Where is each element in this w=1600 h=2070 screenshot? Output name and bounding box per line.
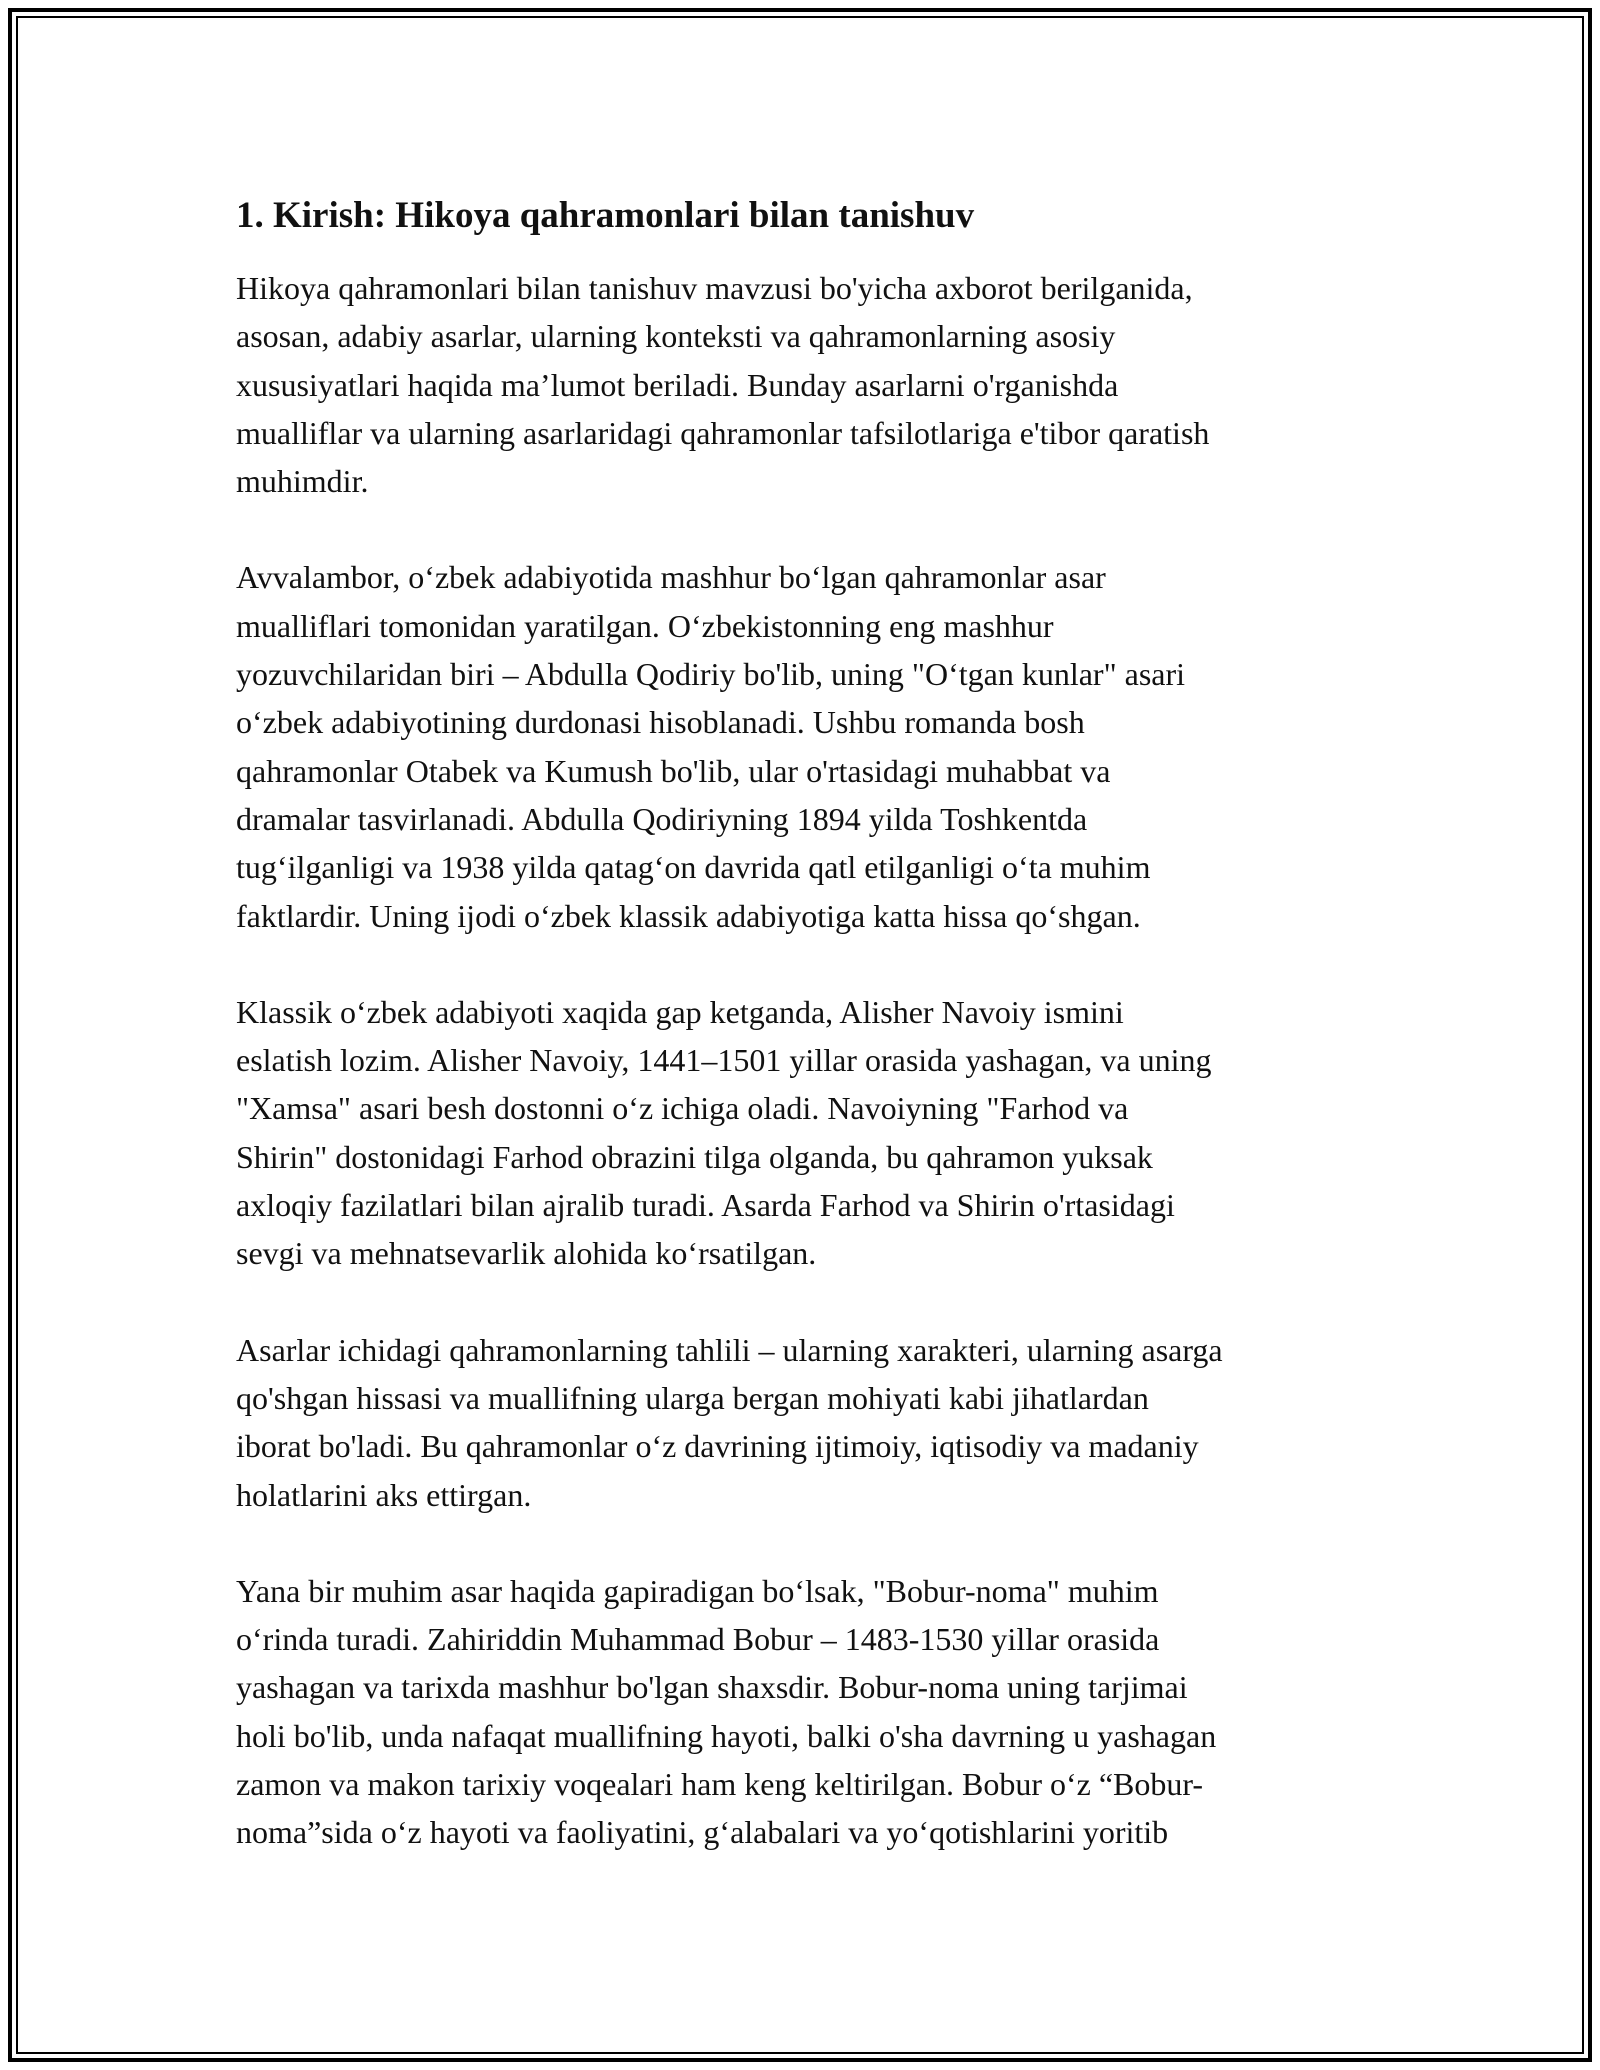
text-line: muhimdir. bbox=[236, 463, 369, 500]
text-line: sevgi va mehnatsevarlik alohida ko‘rsatilgan. bbox=[236, 1235, 817, 1272]
text-line: "Xamsa" asari besh dostonni o‘z ichiga oladi. Navoiyning "Farhod va bbox=[236, 1090, 1129, 1127]
paragraph-navoiy bbox=[236, 988, 1386, 1278]
text-line: Hikoya qahramonlari bilan tanishuv mavzusi bo'yicha axborot berilganida, bbox=[236, 270, 1193, 306]
section-heading: 1. Kirish: Hikoya qahramonlari bilan tanishuv bbox=[236, 195, 975, 236]
text-line: dramalar tasvirlanadi. Abdulla Qodiriyning 1894 yilda Toshkentda bbox=[236, 800, 1088, 837]
text-line: Yana bir muhim asar haqida gapiradigan bo‘lsak, "Bobur-noma" muhim bbox=[236, 1572, 1159, 1609]
text-line: zamon va makon tarixiy voqealari ham keng keltirilgan. Bobur o‘z “Bobur- bbox=[236, 1766, 1204, 1803]
text-line: qahramonlar Otabek va Kumush bo'lib, ular o'rtasidagi muhabbat va bbox=[236, 752, 1111, 789]
document-body bbox=[236, 190, 1386, 1905]
text-line: Asarlar ichidagi qahramonlarning tahlili – ularning xarakteri, ularning asarga bbox=[236, 1331, 1223, 1368]
text-line: holatlarini aks ettirgan. bbox=[236, 1476, 532, 1513]
text-line: tug‘ilganligi va 1938 yilda qatag‘on davrida qatl etilganligi o‘ta muhim bbox=[236, 849, 1151, 886]
text-line: o‘rinda turadi. Zahiriddin Muhammad Bobur – 1483-1530 yillar orasida bbox=[236, 1621, 1160, 1658]
text-line: iborat bo'ladi. Bu qahramonlar o‘z davrining ijtimoiy, iqtisodiy va madaniy bbox=[236, 1428, 1199, 1465]
paragraph-analysis bbox=[236, 1326, 1386, 1519]
text-line: qo'shgan hissasi va muallifning ularga bergan mohiyati kabi jihatlardan bbox=[236, 1379, 1149, 1416]
text-line: yozuvchilaridan biri – Abdulla Qodiriy bo'lib, uning "O‘tgan kunlar" asari bbox=[236, 656, 1186, 693]
text-line: faktlardir. Uning ijodi o‘zbek klassik adabiyotiga katta hissa qo‘shgan. bbox=[236, 897, 1141, 934]
text-line: Klassik o‘zbek adabiyoti xaqida gap ketganda, Alisher Navoiy ismini bbox=[236, 993, 1124, 1030]
text-line: yashagan va tarixda mashhur bo'lgan shaxsdir. Bobur-noma uning tarjimai bbox=[236, 1669, 1188, 1706]
paragraph-qodiriy bbox=[236, 553, 1386, 939]
paragraph-intro bbox=[236, 264, 1386, 505]
text-line: noma”sida o‘z hayoti va faoliyatini, g‘alabalari va yo‘qotishlarini yoritib bbox=[236, 1814, 1169, 1851]
text-line: holi bo'lib, unda nafaqat muallifning hayoti, balki o'sha davrning u yashagan bbox=[236, 1717, 1217, 1754]
text-line: mualliflar va ularning asarlaridagi qahramonlar tafsilotlariga e'tibor qaratish bbox=[236, 414, 1210, 451]
text-line: xususiyatlari haqida ma’lumot beriladi. Bunday asarlarni o'rganishda bbox=[236, 366, 1119, 403]
text-line: axloqiy fazilatlari bilan ajralib turadi. Asarda Farhod va Shirin o'rtasidagi bbox=[236, 1187, 1175, 1224]
text-line: Avvalambor, o‘zbek adabiyotida mashhur bo‘lgan qahramonlar asar bbox=[236, 559, 1106, 596]
text-line: o‘zbek adabiyotining durdonasi hisoblanadi. Ushbu romanda bosh bbox=[236, 704, 1085, 741]
text-line: Shirin" dostonidagi Farhod obrazini tilga olganda, bu qahramon yuksak bbox=[236, 1138, 1153, 1175]
text-line: mualliflari tomonidan yaratilgan. O‘zbekistonning eng mashhur bbox=[236, 607, 1054, 644]
text-line: asosan, adabiy asarlar, ularning konteksti va qahramonlarning asosiy bbox=[236, 318, 1116, 355]
text-line: eslatish lozim. Alisher Navoiy, 1441–1501 yillar orasida yashagan, va uning bbox=[236, 1042, 1212, 1079]
paragraph-bobur bbox=[236, 1567, 1386, 1857]
